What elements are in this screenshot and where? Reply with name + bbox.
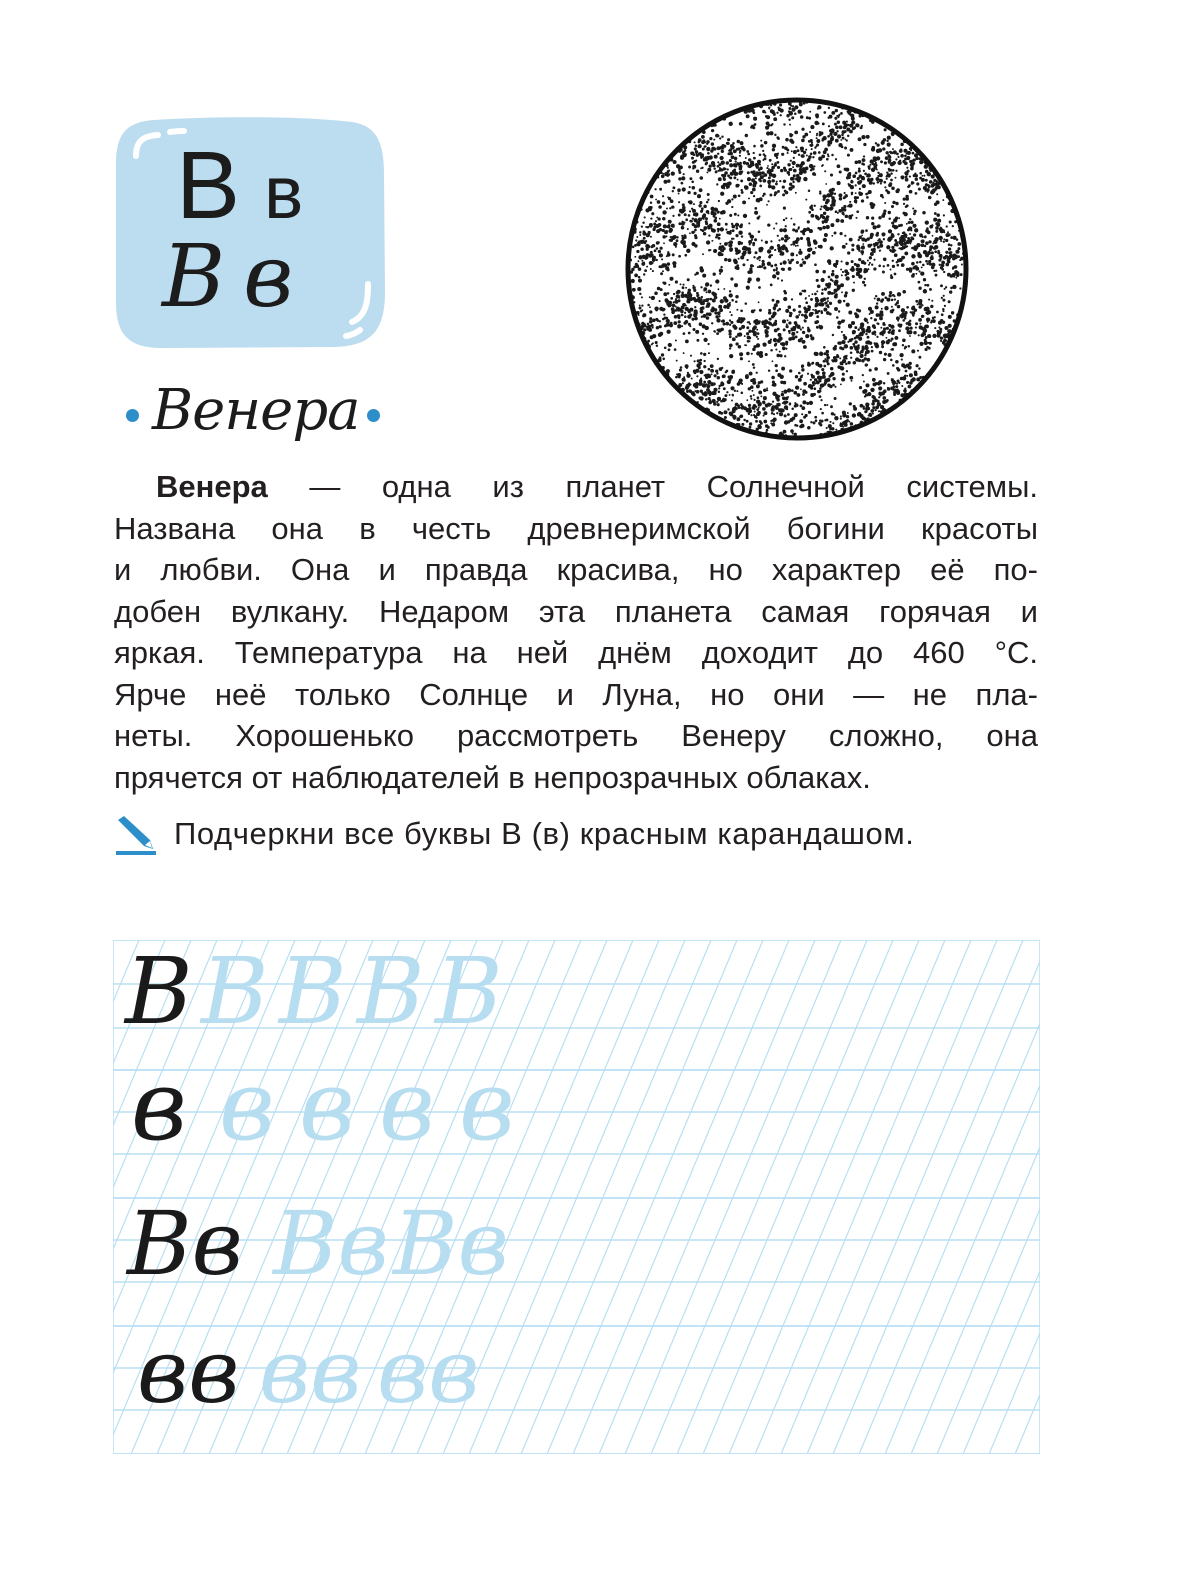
task-text: Подчеркни все буквы В (в) красным карандашом. xyxy=(174,816,915,851)
print-uppercase-letter: В xyxy=(176,132,243,239)
script-lowercase-letter: в xyxy=(243,227,294,327)
paragraph-line: прячется от наблюдателей в непрозрачных облаках. xyxy=(114,759,871,795)
paragraph-line: добен вулкану. Недаром эта планета самая горячая и xyxy=(114,593,1038,629)
trace-letter: В xyxy=(279,938,347,1045)
copybook-grid xyxy=(113,940,1040,1454)
print-lowercase-letter: в xyxy=(264,151,306,234)
venus-illustration xyxy=(624,96,970,442)
bullet-dot-right xyxy=(367,409,380,422)
paragraph-line xyxy=(114,466,1038,508)
title-word: Венера xyxy=(152,378,360,443)
paragraph-line-text: — одна из планет Солнечной системы. xyxy=(267,469,1038,504)
trace-letter: вв xyxy=(259,1320,362,1423)
trace-letter: в xyxy=(459,1050,515,1162)
trace-letter: Вв xyxy=(273,1192,389,1295)
trace-letter: В xyxy=(357,938,425,1045)
trace-letter: Вв xyxy=(393,1192,509,1295)
task-instruction xyxy=(114,814,1044,858)
trace-letter: вв xyxy=(377,1320,480,1423)
paragraph-line: неты. Хорошенько рассмотреть Венеру сложно, она xyxy=(114,718,1038,753)
paragraph-line: Названа она в честь древнеримской богини красоты xyxy=(114,510,1038,546)
print-letters xyxy=(176,132,306,239)
paragraph-line: Ярче неё только Солнце и Луна, но они — не пла- xyxy=(114,676,1038,712)
description-paragraph xyxy=(114,466,1038,798)
bullet-dot-left xyxy=(126,409,139,422)
pencil-icon xyxy=(114,816,158,856)
sample-letter-row-2: в xyxy=(131,1050,187,1162)
paragraph-line: и любви. Она и правда красива, но характер её по- xyxy=(114,552,1038,587)
paragraph-line: яркая. Температура на ней днём доходит до 460 °С. xyxy=(114,635,1038,670)
trace-letter: в xyxy=(219,1050,275,1162)
word-title xyxy=(122,372,402,452)
sample-letter-row-1: В xyxy=(125,938,193,1045)
script-uppercase-letter: В xyxy=(162,227,226,327)
sample-letter-row-4: вв xyxy=(137,1320,240,1423)
letter-card xyxy=(114,116,386,350)
sample-letter-row-3: Вв xyxy=(127,1192,243,1295)
script-letters xyxy=(162,227,294,327)
trace-letter: В xyxy=(201,938,269,1045)
trace-letter: В xyxy=(435,938,503,1045)
bold-term: Венера xyxy=(156,469,268,504)
trace-letter: в xyxy=(299,1050,355,1162)
trace-letter: в xyxy=(379,1050,435,1162)
